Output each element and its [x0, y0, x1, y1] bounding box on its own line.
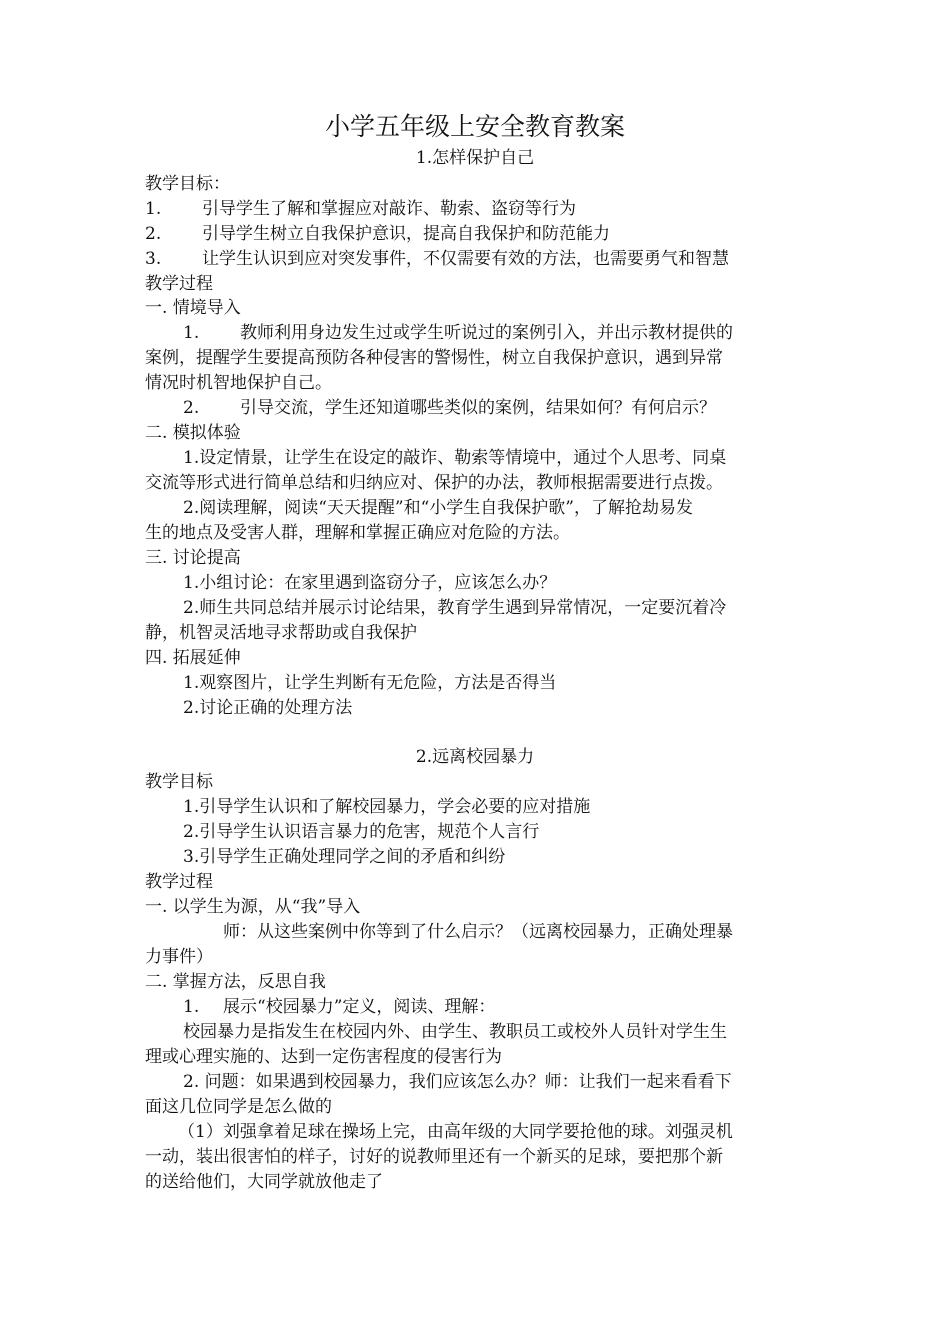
- item-text: 展示“校园暴力”定义，阅读、理解：: [223, 997, 496, 1017]
- paragraph-line: 校园暴力是指发生在校园内外、由学生、教职员工或校外人员针对学生生: [183, 1022, 727, 1042]
- section2-part2-item1: [183, 995, 843, 1020]
- paragraph-line: 1.小组讨论：在家里遇到盗窃分子，应该怎么办？: [183, 573, 557, 593]
- section2-goals-label: 教学目标: [145, 772, 213, 792]
- goal-number: 3.: [145, 249, 162, 269]
- paragraph-line: 师：从这些案例中你等到了什么启示？（远离校园暴力，正确处理暴: [223, 922, 733, 942]
- paragraph-line: 静，机智灵活地寻求帮助或自我保护: [145, 623, 417, 643]
- section1-goal-3: [145, 247, 805, 272]
- section1-part4-heading: 四. 拓展延伸: [145, 648, 241, 668]
- section2-part2-heading: 二. 掌握方法，反思自我: [145, 972, 326, 992]
- paragraph-line: 1.设定情景，让学生在设定的敲诈、勒索等情境中，通过个人思考、同桌: [183, 448, 727, 468]
- item-text: 教师利用身边发生过或学生听说过的案例引入，并出示教材提供的: [240, 323, 733, 343]
- goal-text: 让学生认识到应对突发事件，不仅需要有效的方法，也需要勇气和智慧: [202, 249, 729, 269]
- section1-part1-item1: [183, 321, 843, 346]
- paragraph-line: 的送给他们，大同学就放他走了: [145, 1172, 383, 1192]
- section1-part1-item2: [183, 396, 843, 421]
- section1-part3-heading: 三. 讨论提高: [145, 548, 241, 568]
- goal-text: 引导学生树立自我保护意识，提高自我保护和防范能力: [202, 224, 610, 244]
- section1-heading: 1.怎样保护自己: [415, 148, 535, 168]
- section1-part2-heading: 二. 模拟体验: [145, 423, 241, 443]
- item-number: 1.: [183, 323, 200, 343]
- goal-number: 1.: [145, 199, 162, 219]
- item-number: 1.: [183, 997, 200, 1017]
- paragraph-line: 案例，提醒学生要提高预防各种侵害的警惕性，树立自我保护意识，遇到异常: [145, 348, 723, 368]
- paragraph-line: 3.引导学生正确处理同学之间的矛盾和纠纷: [183, 847, 506, 867]
- paragraph-line: 情况时机智地保护自己。: [145, 373, 332, 393]
- section2-part1-heading: 一. 以学生为源，从“我”导入: [145, 897, 361, 917]
- paragraph-line: 2.阅读理解，阅读“天天提醒”和“小学生自我保护歌”，了解抢劫易发: [183, 498, 693, 518]
- paragraph-line: 理或心理实施的、达到一定伤害程度的侵害行为: [145, 1047, 502, 1067]
- section2-heading: 2.远离校园暴力: [415, 747, 535, 767]
- paragraph-line: 力事件）: [145, 947, 213, 967]
- paragraph-line: 面这几位同学是怎么做的: [145, 1097, 332, 1117]
- goal-number: 2.: [145, 224, 162, 244]
- paragraph-line: 1.引导学生认识和了解校园暴力，学会必要的应对措施: [183, 797, 591, 817]
- paragraph-line: 交流等形式进行简单总结和归纳应对、保护的办法，教师根据需要进行点拨。: [145, 473, 723, 493]
- paragraph-line: 2.师生共同总结并展示讨论结果，教育学生遇到异常情况，一定要沉着冷: [183, 598, 727, 618]
- paragraph-line: （1）刘强拿着足球在操场上完，由高年级的大同学要抢他的球。刘强灵机: [178, 1122, 733, 1142]
- item-text: 引导交流，学生还知道哪些类似的案例，结果如何？有何启示？: [240, 398, 716, 418]
- paragraph-line: 2.讨论正确的处理方法: [183, 698, 353, 718]
- section1-part1-heading: 一. 情境导入: [145, 298, 241, 318]
- section1-goal-1: [145, 197, 805, 222]
- paragraph-line: 一动，装出很害怕的样子，讨好的说教师里还有一个新买的足球，要把那个新: [145, 1147, 723, 1167]
- item-number: 2.: [183, 398, 200, 418]
- goal-text: 引导学生了解和掌握应对敲诈、勒索、盗窃等行为: [202, 199, 576, 219]
- section1-goals-label: 教学目标：: [145, 174, 230, 194]
- section2-process-label: 教学过程: [145, 872, 213, 892]
- paragraph-line: 1.观察图片，让学生判断有无危险，方法是否得当: [183, 673, 557, 693]
- section1-goal-2: [145, 222, 805, 247]
- paragraph-line: 生的地点及受害人群，理解和掌握正确应对危险的方法。: [145, 523, 570, 543]
- document-title: 小学五年级上安全教育教案: [324, 112, 625, 141]
- paragraph-line: 2. 问题：如果遇到校园暴力，我们应该怎么办？师：让我们一起来看看下: [183, 1072, 732, 1092]
- section1-process-label: 教学过程: [145, 274, 213, 294]
- paragraph-line: 2.引导学生认识语言暴力的危害，规范个人言行: [183, 822, 540, 842]
